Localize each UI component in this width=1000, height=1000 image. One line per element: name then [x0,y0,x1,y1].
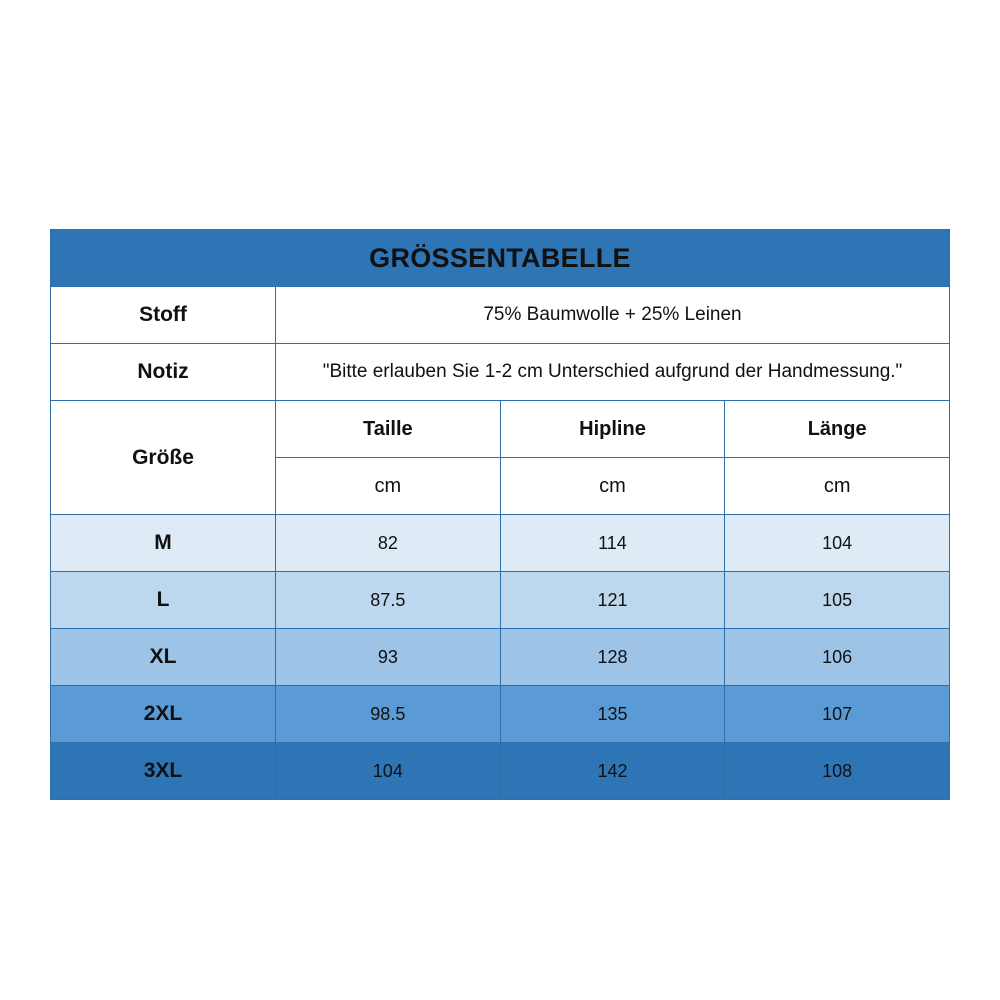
table-row [51,629,950,686]
note-value: "Bitte erlauben Sie 1-2 cm Unterschied aufgrund der Handmessung." [276,344,950,401]
hipline-cell: 142 [500,743,725,800]
laenge-cell: 107 [725,686,950,743]
note-row [51,344,950,401]
size-header: Größe [51,401,276,515]
unit-hipline: cm [500,458,725,515]
fabric-value: 75% Baumwolle + 25% Leinen [276,287,950,344]
fabric-row [51,287,950,344]
size-table [50,229,950,800]
laenge-cell: 105 [725,572,950,629]
size-cell: XL [51,629,276,686]
laenge-cell: 108 [725,743,950,800]
table-row [51,743,950,800]
unit-laenge: cm [725,458,950,515]
table-row [51,686,950,743]
taille-cell: 93 [276,629,501,686]
hipline-cell: 135 [500,686,725,743]
laenge-cell: 104 [725,515,950,572]
laenge-cell: 106 [725,629,950,686]
taille-cell: 98.5 [276,686,501,743]
hipline-cell: 128 [500,629,725,686]
taille-cell: 104 [276,743,501,800]
hipline-cell: 121 [500,572,725,629]
column-header-taille: Taille [276,401,501,458]
size-cell: 2XL [51,686,276,743]
column-header-hipline: Hipline [500,401,725,458]
size-cell: L [51,572,276,629]
table-row [51,515,950,572]
column-header-laenge: Länge [725,401,950,458]
hipline-cell: 114 [500,515,725,572]
size-cell: M [51,515,276,572]
table-title: GRÖSSENTABELLE [51,230,950,287]
note-label: Notiz [51,344,276,401]
column-header-row [51,401,950,458]
table-row [51,572,950,629]
unit-taille: cm [276,458,501,515]
taille-cell: 82 [276,515,501,572]
size-cell: 3XL [51,743,276,800]
taille-cell: 87.5 [276,572,501,629]
fabric-label: Stoff [51,287,276,344]
size-chart [50,229,950,800]
title-row [51,230,950,287]
